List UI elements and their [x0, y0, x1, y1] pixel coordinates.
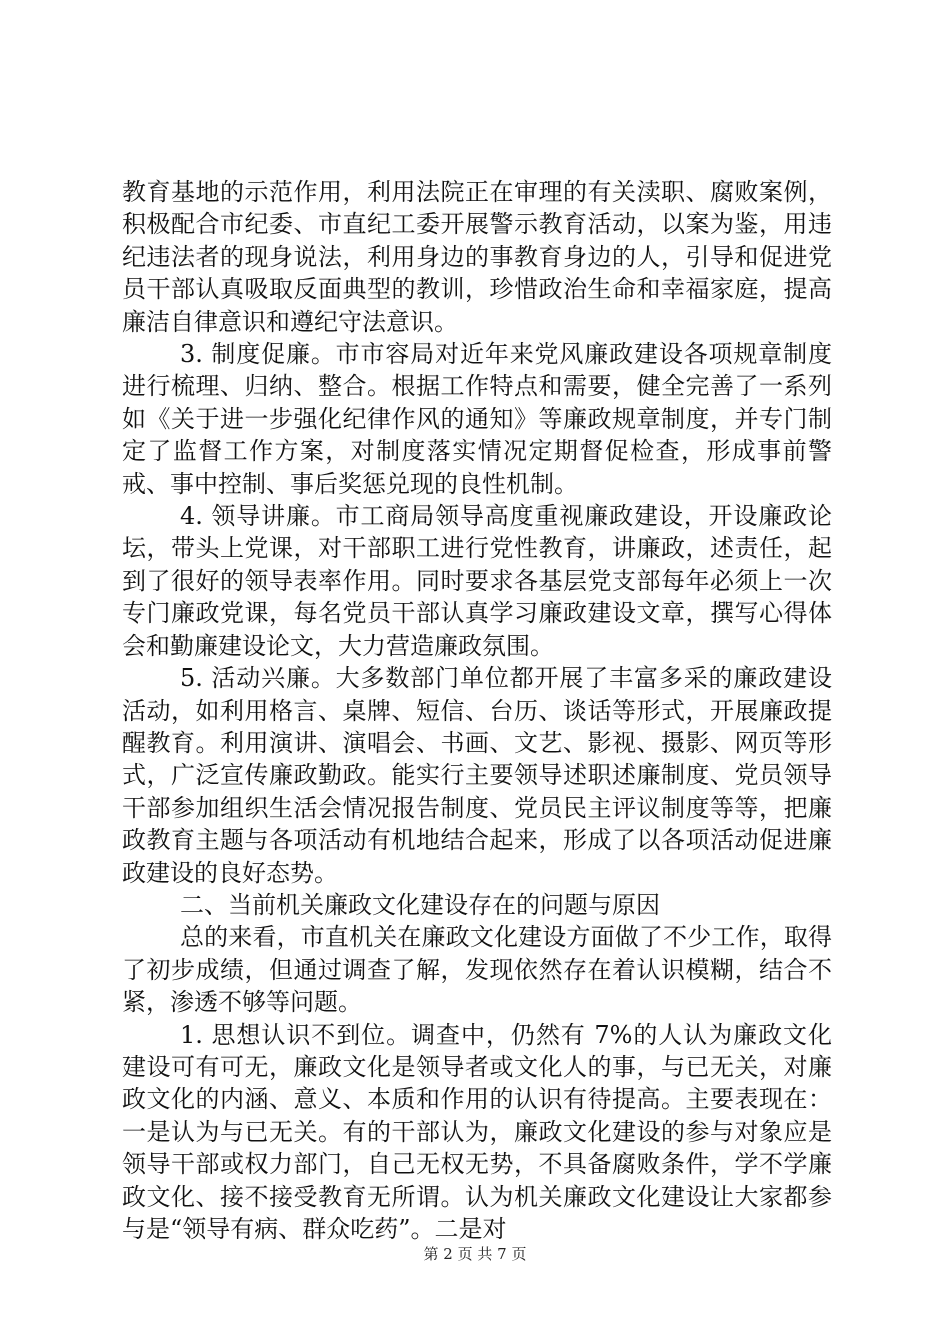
paragraph-continuation: 教育基地的示范作用，利用法院正在审理的有关渎职、腐败案例，积极配合市纪委、市直纪工委开展警示教育活动，以案为鉴，用违纪违法者的现身说法，利用身边的事教育身边的人，引导和促进党员干部认真吸取反面典型的教训，珍惜政治生命和幸福家庭，提高廉洁自律意识和遵纪守法意识。: [122, 178, 832, 336]
paragraph-item-4: 4. 领导讲廉。市工商局领导高度重视廉政建设，开设廉政论坛，带头上党课，对干部职工进行党性教育，讲廉政，述责任，起到了很好的领导表率作用。同时要求各基层党支部每年必须上一次专门廉政党课，每名党员干部认真学习廉政建设文章，撰写心得体会和勤廉建设论文，大力营造廉政氛围。: [122, 502, 832, 660]
paragraph-item-5: 5. 活动兴廉。大多数部门单位都开展了丰富多采的廉政建设活动，如利用格言、桌牌、短信、台历、谈话等形式，开展廉政提醒教育。利用演讲、演唱会、书画、文艺、影视、摄影、网页等形式，广泛宣传廉政勤政。能实行主要领导述职述廉制度、党员领导干部参加组织生活会情况报告制度、党员民主评议制度等等，把廉政教育主题与各项活动有机地结合起来，形成了以各项活动促进廉政建设的良好态势。: [122, 664, 832, 887]
document-body: [122, 176, 832, 1245]
page-number-footer: 第 2 页 共 7 页: [423, 1245, 527, 1263]
paragraph-problem-1: 1. 思想认识不到位。调查中，仍然有 7%的人认为廉政文化建设可有可无，廉政文化是领导者或文化人的事，与已无关，对廉政文化的内涵、意义、本质和作用的认识有待提高。主要表现在：一是认为与已无关。有的干部认为，廉政文化建设的参与对象应是领导干部或权力部门，自己无权无势，不具备腐败条件，学不学廉政文化、接不接受教育无所谓。认为机关廉政文化建设让大家都参与是“领导有病、群众吃药”。二是对: [122, 1020, 832, 1243]
paragraph-item-3: 3. 制度促廉。市市容局对近年来党风廉政建设各项规章制度进行梳理、归纳、整合。根据工作特点和需要，健全完善了一系列如《关于进一步强化纪律作风的通知》等廉政规章制度，并专门制定了监督工作方案，对制度落实情况定期督促检查，形成事前警戒、事中控制、事后奖惩兑现的良性机制。: [122, 340, 832, 498]
section-heading: 二、当前机关廉政文化建设存在的问题与原因: [180, 890, 660, 919]
paragraph-summary: 总的来看，市直机关在廉政文化建设方面做了不少工作，取得了初步成绩，但通过调查了解，发现依然存在着认识模糊，结合不紧，渗透不够等问题。: [122, 923, 832, 1017]
